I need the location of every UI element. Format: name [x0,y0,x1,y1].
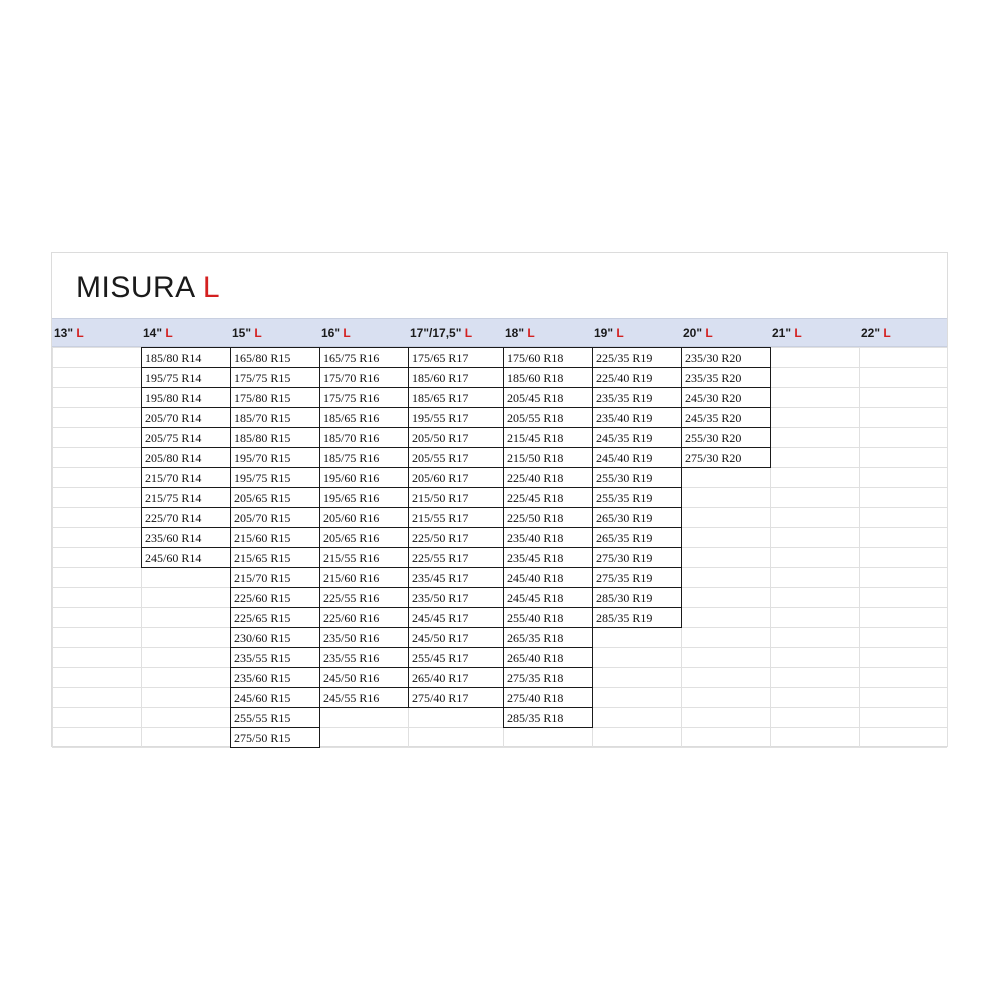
size-cell: 195/65 R16 [319,487,409,508]
size-cell: 185/60 R17 [408,367,504,388]
size-cell: 225/55 R16 [319,587,409,608]
size-cell: 235/50 R17 [408,587,504,608]
size-cell: 255/30 R20 [681,427,771,448]
size-cell: 205/45 R18 [503,387,593,408]
column-header [141,319,173,348]
column-header [408,319,472,348]
size-cell: 255/40 R18 [503,607,593,628]
column-header [859,319,891,348]
column-header [681,319,713,348]
size-cell: 265/40 R18 [503,647,593,668]
size-cell: 245/35 R20 [681,407,771,428]
size-cell: 235/40 R18 [503,527,593,548]
size-cell: 235/55 R16 [319,647,409,668]
size-cell: 215/60 R16 [319,567,409,588]
size-cell: 225/40 R18 [503,467,593,488]
size-cell: 285/35 R19 [592,607,682,628]
size-cell: 235/45 R18 [503,547,593,568]
size-cell: 215/55 R16 [319,547,409,568]
size-cell: 215/50 R17 [408,487,504,508]
column-header-label: 15" [232,326,255,340]
size-cell: 245/50 R16 [319,667,409,688]
column-header-suffix: L [254,326,262,340]
size-cell: 185/60 R18 [503,367,593,388]
size-cell: 275/50 R15 [230,727,320,748]
size-cell: 235/35 R19 [592,387,682,408]
size-cell: 265/40 R17 [408,667,504,688]
size-cell: 215/45 R18 [503,427,593,448]
column-header-suffix: L [343,326,351,340]
size-cell: 185/75 R16 [319,447,409,468]
column-header-suffix: L [883,326,891,340]
column-header [503,319,535,348]
size-cell: 165/75 R16 [319,347,409,368]
size-cell: 245/60 R15 [230,687,320,708]
size-cell: 195/75 R15 [230,467,320,488]
table-grid [52,347,947,747]
size-cell: 245/45 R18 [503,587,593,608]
column-header-label: 14" [143,326,166,340]
size-cell: 285/35 R18 [503,707,593,728]
size-cell: 235/40 R19 [592,407,682,428]
size-cell: 225/50 R18 [503,507,593,528]
column-header-suffix: L [76,326,84,340]
size-cell: 235/50 R16 [319,627,409,648]
size-cell: 175/65 R17 [408,347,504,368]
size-cell: 265/35 R18 [503,627,593,648]
size-cell: 230/60 R15 [230,627,320,648]
grid-line [859,347,860,747]
column-header-label: 20" [683,326,706,340]
size-cell: 235/30 R20 [681,347,771,368]
size-cell: 225/45 R18 [503,487,593,508]
size-cell: 215/70 R15 [230,567,320,588]
size-cell: 185/80 R14 [141,347,231,368]
size-cell: 225/35 R19 [592,347,682,368]
size-cell: 275/35 R18 [503,667,593,688]
column-header-label: 18" [505,326,528,340]
column-header [770,319,802,348]
size-cell: 255/45 R17 [408,647,504,668]
size-cell: 225/55 R17 [408,547,504,568]
size-cell: 175/75 R16 [319,387,409,408]
page-title [76,271,220,305]
size-cell: 185/70 R15 [230,407,320,428]
size-cell: 265/35 R19 [592,527,682,548]
column-header [230,319,262,348]
size-cell: 245/35 R19 [592,427,682,448]
size-cell: 195/80 R14 [141,387,231,408]
size-cell: 205/50 R17 [408,427,504,448]
size-cell: 205/70 R15 [230,507,320,528]
size-cell: 245/40 R19 [592,447,682,468]
size-cell: 215/55 R17 [408,507,504,528]
size-cell: 215/75 R14 [141,487,231,508]
size-cell: 215/70 R14 [141,467,231,488]
size-cell: 175/70 R16 [319,367,409,388]
size-cell: 285/30 R19 [592,587,682,608]
size-cell: 195/60 R16 [319,467,409,488]
column-header-label: 13" [54,326,77,340]
size-cell: 205/65 R16 [319,527,409,548]
grid-line [947,347,948,747]
column-header [319,319,351,348]
size-cell: 245/60 R14 [141,547,231,568]
size-cell: 235/55 R15 [230,647,320,668]
size-cell: 265/30 R19 [592,507,682,528]
column-header-label: 16" [321,326,344,340]
size-cell: 195/70 R15 [230,447,320,468]
size-cell: 245/40 R18 [503,567,593,588]
size-cell: 245/55 R16 [319,687,409,708]
size-cell: 175/60 R18 [503,347,593,368]
size-cell: 275/30 R19 [592,547,682,568]
size-cell: 185/65 R17 [408,387,504,408]
size-cell: 225/50 R17 [408,527,504,548]
column-header-suffix: L [527,326,535,340]
size-cell: 215/60 R15 [230,527,320,548]
size-cell: 225/65 R15 [230,607,320,628]
size-cell: 255/30 R19 [592,467,682,488]
column-header-label: 21" [772,326,795,340]
size-cell: 205/80 R14 [141,447,231,468]
size-cell: 205/70 R14 [141,407,231,428]
size-cell: 195/75 R14 [141,367,231,388]
size-cell: 205/55 R18 [503,407,593,428]
size-table [51,252,948,747]
title-suffix: L [202,271,221,304]
column-header-suffix: L [165,326,173,340]
size-cell: 205/60 R16 [319,507,409,528]
size-cell: 235/60 R14 [141,527,231,548]
size-cell: 235/45 R17 [408,567,504,588]
size-cell: 205/55 R17 [408,447,504,468]
size-cell: 185/80 R15 [230,427,320,448]
size-cell: 245/30 R20 [681,387,771,408]
size-cell: 275/35 R19 [592,567,682,588]
size-cell: 215/50 R18 [503,447,593,468]
size-cell: 205/65 R15 [230,487,320,508]
size-cell: 175/75 R15 [230,367,320,388]
size-cell: 215/65 R15 [230,547,320,568]
size-cell: 245/45 R17 [408,607,504,628]
column-header-suffix: L [705,326,713,340]
size-cell: 165/80 R15 [230,347,320,368]
column-header-label: 19" [594,326,617,340]
column-header-label: 22" [861,326,884,340]
size-cell: 205/60 R17 [408,467,504,488]
size-cell: 235/35 R20 [681,367,771,388]
size-cell: 275/40 R18 [503,687,593,708]
column-header-suffix: L [794,326,802,340]
grid-line [52,727,947,728]
size-cell: 225/60 R16 [319,607,409,628]
column-header [52,319,84,348]
header-row [52,318,947,347]
size-cell: 275/40 R17 [408,687,504,708]
size-cell: 225/70 R14 [141,507,231,528]
size-cell: 245/50 R17 [408,627,504,648]
size-cell: 235/60 R15 [230,667,320,688]
size-cell: 205/75 R14 [141,427,231,448]
column-header-suffix: L [616,326,624,340]
size-cell: 185/65 R16 [319,407,409,428]
column-header [592,319,624,348]
grid-line [52,747,947,748]
column-header-label: 17"/17,5" [410,326,465,340]
size-cell: 175/80 R15 [230,387,320,408]
size-cell: 255/35 R19 [592,487,682,508]
grid-line [52,347,53,747]
size-cell: 195/55 R17 [408,407,504,428]
size-cell: 185/70 R16 [319,427,409,448]
size-cell: 275/30 R20 [681,447,771,468]
size-cell: 225/60 R15 [230,587,320,608]
column-header-suffix: L [464,326,473,340]
title-main: MISURA [76,271,195,304]
size-cell: 225/40 R19 [592,367,682,388]
size-cell: 255/55 R15 [230,707,320,728]
